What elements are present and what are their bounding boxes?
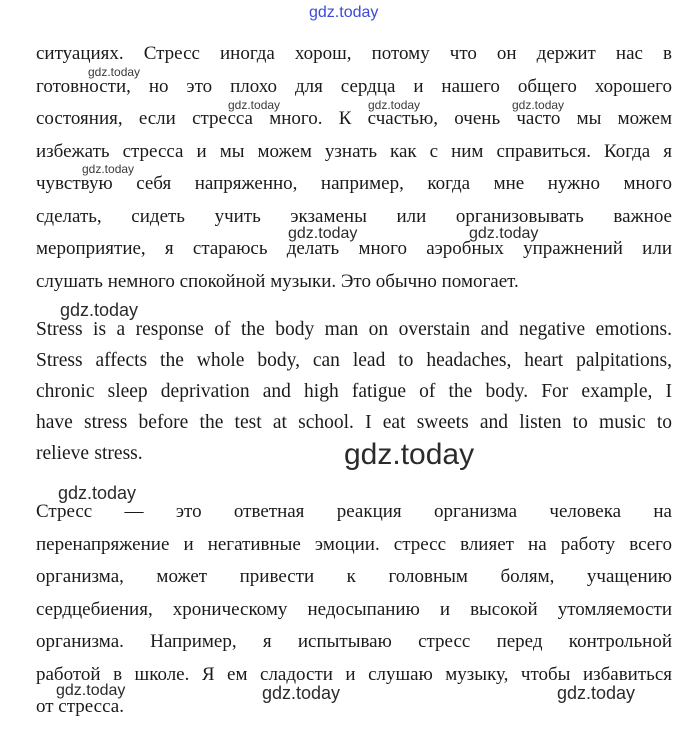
text-line: Stress affects the whole body, can lead to headaches, heart palpitations, <box>36 350 672 371</box>
text-line: чувствую себя напряженно, например, когда мне нужно много <box>36 173 672 194</box>
text-line: Стресс — это ответная реакция организма человека на <box>36 501 672 522</box>
watermark: gdz.today <box>557 683 636 703</box>
text-line: have stress before the test at school. I eat sweets and listen to music to <box>36 412 672 433</box>
text-line: организма, может привести к головным болям, учащению <box>36 566 672 587</box>
watermark: gdz.today <box>368 98 421 112</box>
text-line: перенапряжение и негативные эмоции. стресс влияет на работу всего <box>36 533 672 555</box>
watermark: gdz.today <box>58 483 137 503</box>
text-line: готовности, но это плохо для сердца и нашего общего хорошего <box>36 75 672 97</box>
watermark: gdz.today <box>60 300 139 320</box>
text-line: relieve stress. <box>36 443 143 464</box>
text-line: организма. Например, я испытываю стресс перед контрольной <box>36 631 672 652</box>
watermark: gdz.today <box>228 98 281 112</box>
text-line: избежать стресса и мы можем узнать как с ним справиться. Когда я <box>36 140 672 162</box>
watermark: gdz.today <box>82 162 135 176</box>
watermark: gdz.today <box>88 65 141 79</box>
watermark: gdz.today <box>512 98 565 112</box>
text-line: работой в школе. Я ем сладости и слушаю музыку, чтобы избавиться <box>36 663 672 685</box>
text-line: состояния, если стресса много. К счастью, очень часто мы можем <box>36 108 672 129</box>
watermark: gdz.today <box>262 683 341 703</box>
text-line: chronic sleep deprivation and high fatigue of the body. For example, I <box>36 381 672 402</box>
text-line: ситуациях. Стресс иногда хорош, потому что он держит нас в <box>36 43 672 64</box>
text-line: сделать, сидеть учить экзамены или организовывать важное <box>36 205 672 227</box>
text-line: мероприятие, я стараюсь делать много аэробных упражнений или <box>36 238 672 259</box>
text-line: слушать немного спокойной музыки. Это обычно помогает. <box>36 270 519 292</box>
text-line: сердцебиения, хроническому недосыпанию и высокой утомляемости <box>36 598 672 620</box>
watermark: gdz.today <box>56 682 126 699</box>
watermark: gdz.today <box>288 225 358 242</box>
header-watermark: gdz.today <box>309 4 379 21</box>
watermark: gdz.today <box>469 225 539 242</box>
text-line: Stress is a response of the body man on overstain and negative emotions. <box>36 319 672 340</box>
watermark-large: gdz.today <box>344 438 475 471</box>
text-line: от стресса. <box>36 696 124 717</box>
